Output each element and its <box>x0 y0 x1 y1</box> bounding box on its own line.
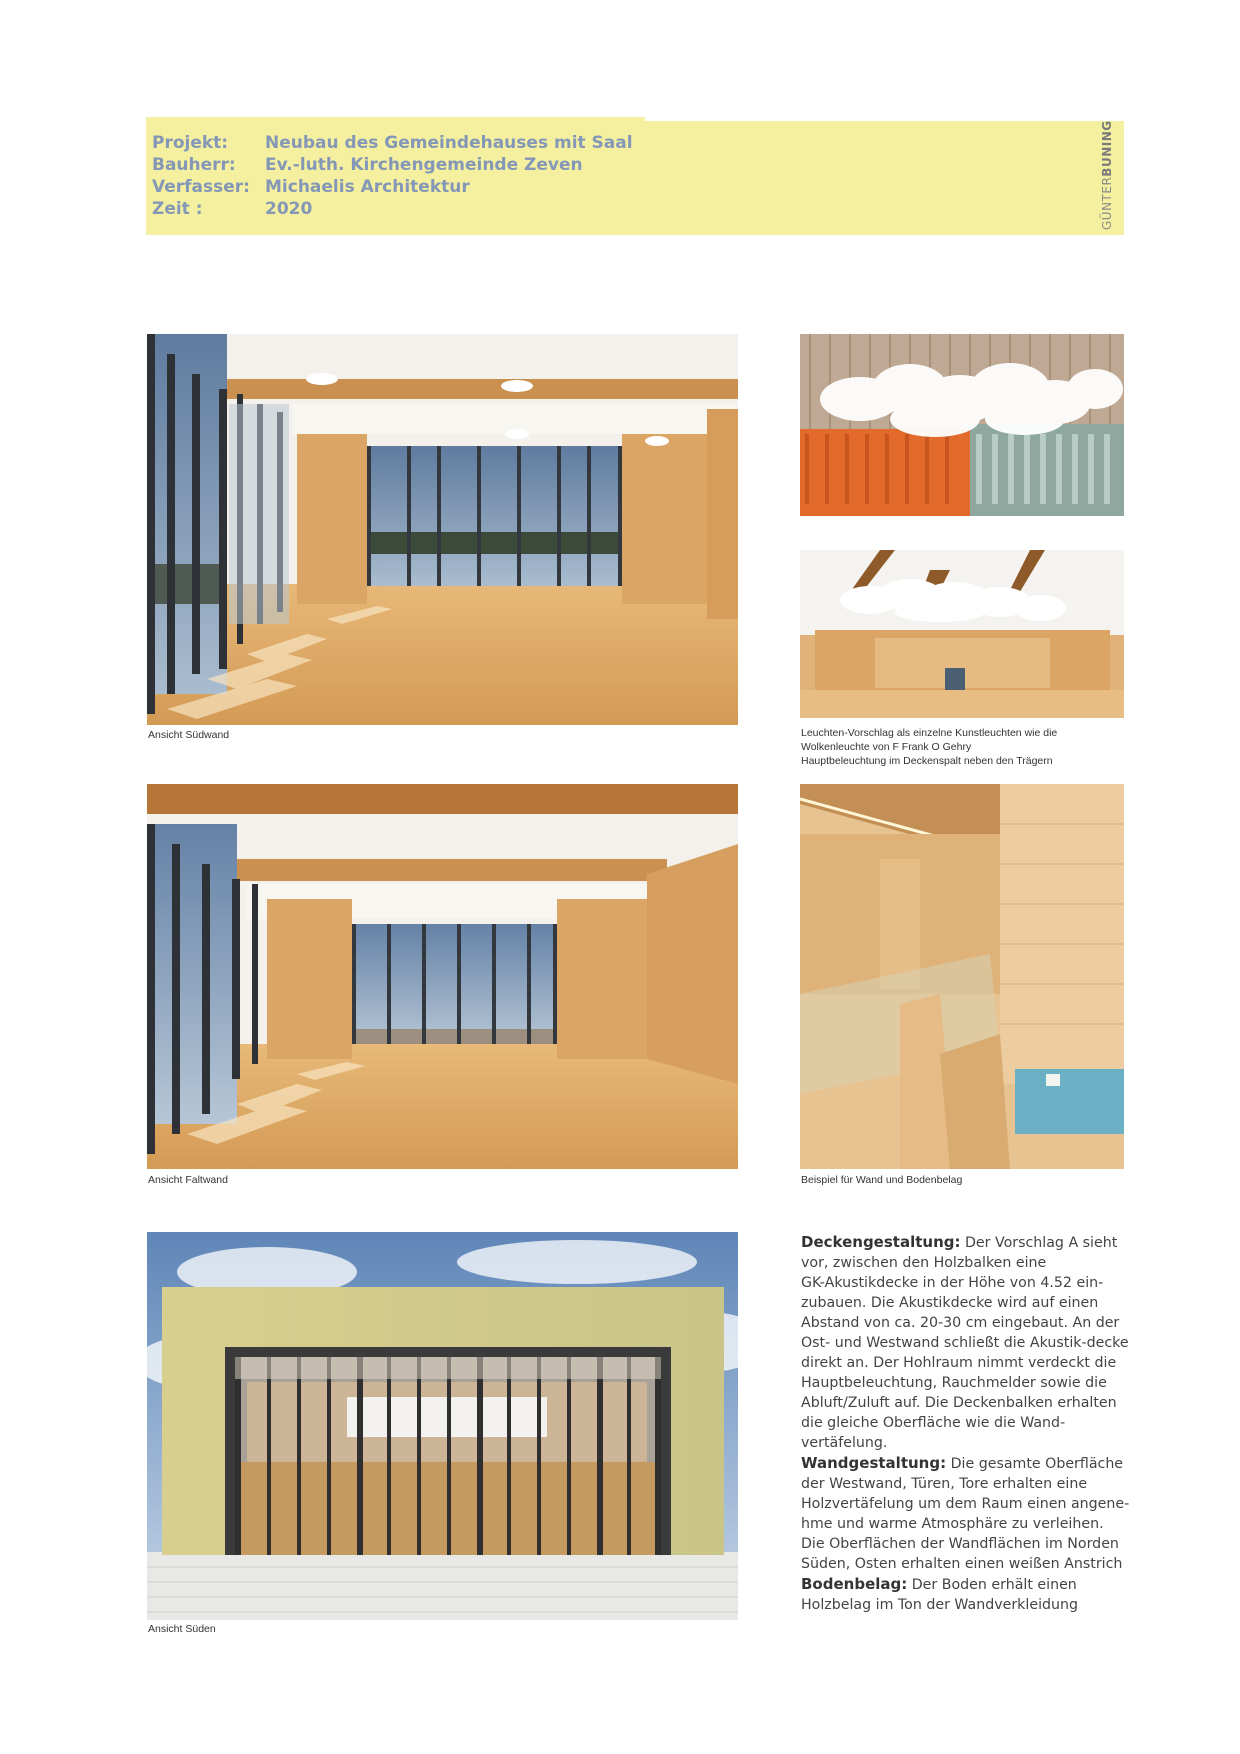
decke-line: Abluft/Zuluft auf. Die Deckenbalken erhalten <box>801 1395 1117 1411</box>
rendering-suedwand <box>147 334 738 725</box>
brand-light: GÜNTER <box>1100 176 1114 230</box>
caption-leuchten-3: Hauptbeleuchtung im Deckenspalt neben den Trägern <box>801 755 1053 767</box>
decke-line: GK-Akustikdecke in der Höhe von 4.52 ein- <box>801 1275 1104 1291</box>
caption-faltwand: Ansicht Faltwand <box>148 1174 228 1186</box>
wand-line: Die gesamte Oberfläche <box>946 1456 1124 1472</box>
decke-line: Ost- und Westwand schließt die Akustik-decke <box>801 1335 1129 1351</box>
description-text <box>801 1232 1131 1615</box>
caption-leuchten-1: Leuchten-Vorschlag als einzelne Kunstleuchten wie die <box>801 727 1058 739</box>
brand-logo <box>1100 120 1114 230</box>
caption-sueden: Ansicht Süden <box>148 1623 216 1635</box>
boden-line: Der Boden erhält einen <box>907 1577 1077 1593</box>
header-value: 2020 <box>265 199 313 219</box>
decke-line: direkt an. Der Hohlraum nimmt verdeckt die <box>801 1355 1117 1371</box>
wand-heading: Wandgestaltung: <box>801 1454 947 1472</box>
wand-line: Holzvertäfelung um dem Raum einen angene- <box>801 1496 1130 1512</box>
caption-beispiel: Beispiel für Wand und Bodenbelag <box>801 1174 963 1186</box>
rendering-faltwand <box>147 784 738 1169</box>
header-value: Neubau des Gemeindehauses mit Saal <box>265 133 633 153</box>
photo-cloud-light <box>800 334 1124 516</box>
brand-bold: BUNING <box>1100 120 1114 177</box>
caption-leuchten-2: Wolkenleuchte von F Frank O Gehry <box>801 741 972 753</box>
decke-line: Der Vorschlag A sieht <box>960 1235 1118 1251</box>
photo-wood-example <box>800 784 1124 1169</box>
decke-line: vertäfelung. <box>801 1435 888 1451</box>
title-block-notch <box>645 117 1124 121</box>
decke-heading: Deckengestaltung: <box>801 1233 961 1251</box>
caption-suedwand: Ansicht Südwand <box>148 729 230 741</box>
boden-line: Holzbelag im Ton der Wandverkleidung <box>801 1597 1078 1613</box>
rendering-sueden <box>147 1232 738 1620</box>
decke-line: Abstand von ca. 20-30 cm eingebaut. An der <box>801 1315 1120 1331</box>
header-value: Ev.-luth. Kirchengemeinde Zeven <box>265 155 583 175</box>
wand-line: Die Oberflächen der Wandflächen im Norden <box>801 1536 1119 1552</box>
wand-line: der Westwand, Türen, Tore erhalten eine <box>801 1476 1088 1492</box>
decke-line: vor, zwischen den Holzbalken eine <box>801 1255 1047 1271</box>
header-value: Michaelis Architektur <box>265 177 470 197</box>
boden-heading: Bodenbelag: <box>801 1575 908 1593</box>
decke-line: die gleiche Oberfläche wie die Wand- <box>801 1415 1066 1431</box>
header-label: Bauherr: <box>152 155 236 175</box>
decke-line: zubauen. Die Akustikdecke wird auf einen <box>801 1295 1099 1311</box>
boden-paragraph <box>801 1574 1131 1615</box>
wand-paragraph <box>801 1453 1131 1574</box>
decke-line: Hauptbeleuchtung, Rauchmelder sowie die <box>801 1375 1107 1391</box>
wand-line: Süden, Osten erhalten einen weißen Anstrich <box>801 1556 1123 1572</box>
wand-line: hme und warme Atmosphäre zu verleihen. <box>801 1516 1104 1532</box>
header-label: Verfasser: <box>152 177 250 197</box>
rendering-cloud-room <box>800 550 1124 718</box>
header-label: Projekt: <box>152 133 229 153</box>
header-label: Zeit : <box>152 199 203 219</box>
decke-paragraph <box>801 1232 1131 1453</box>
